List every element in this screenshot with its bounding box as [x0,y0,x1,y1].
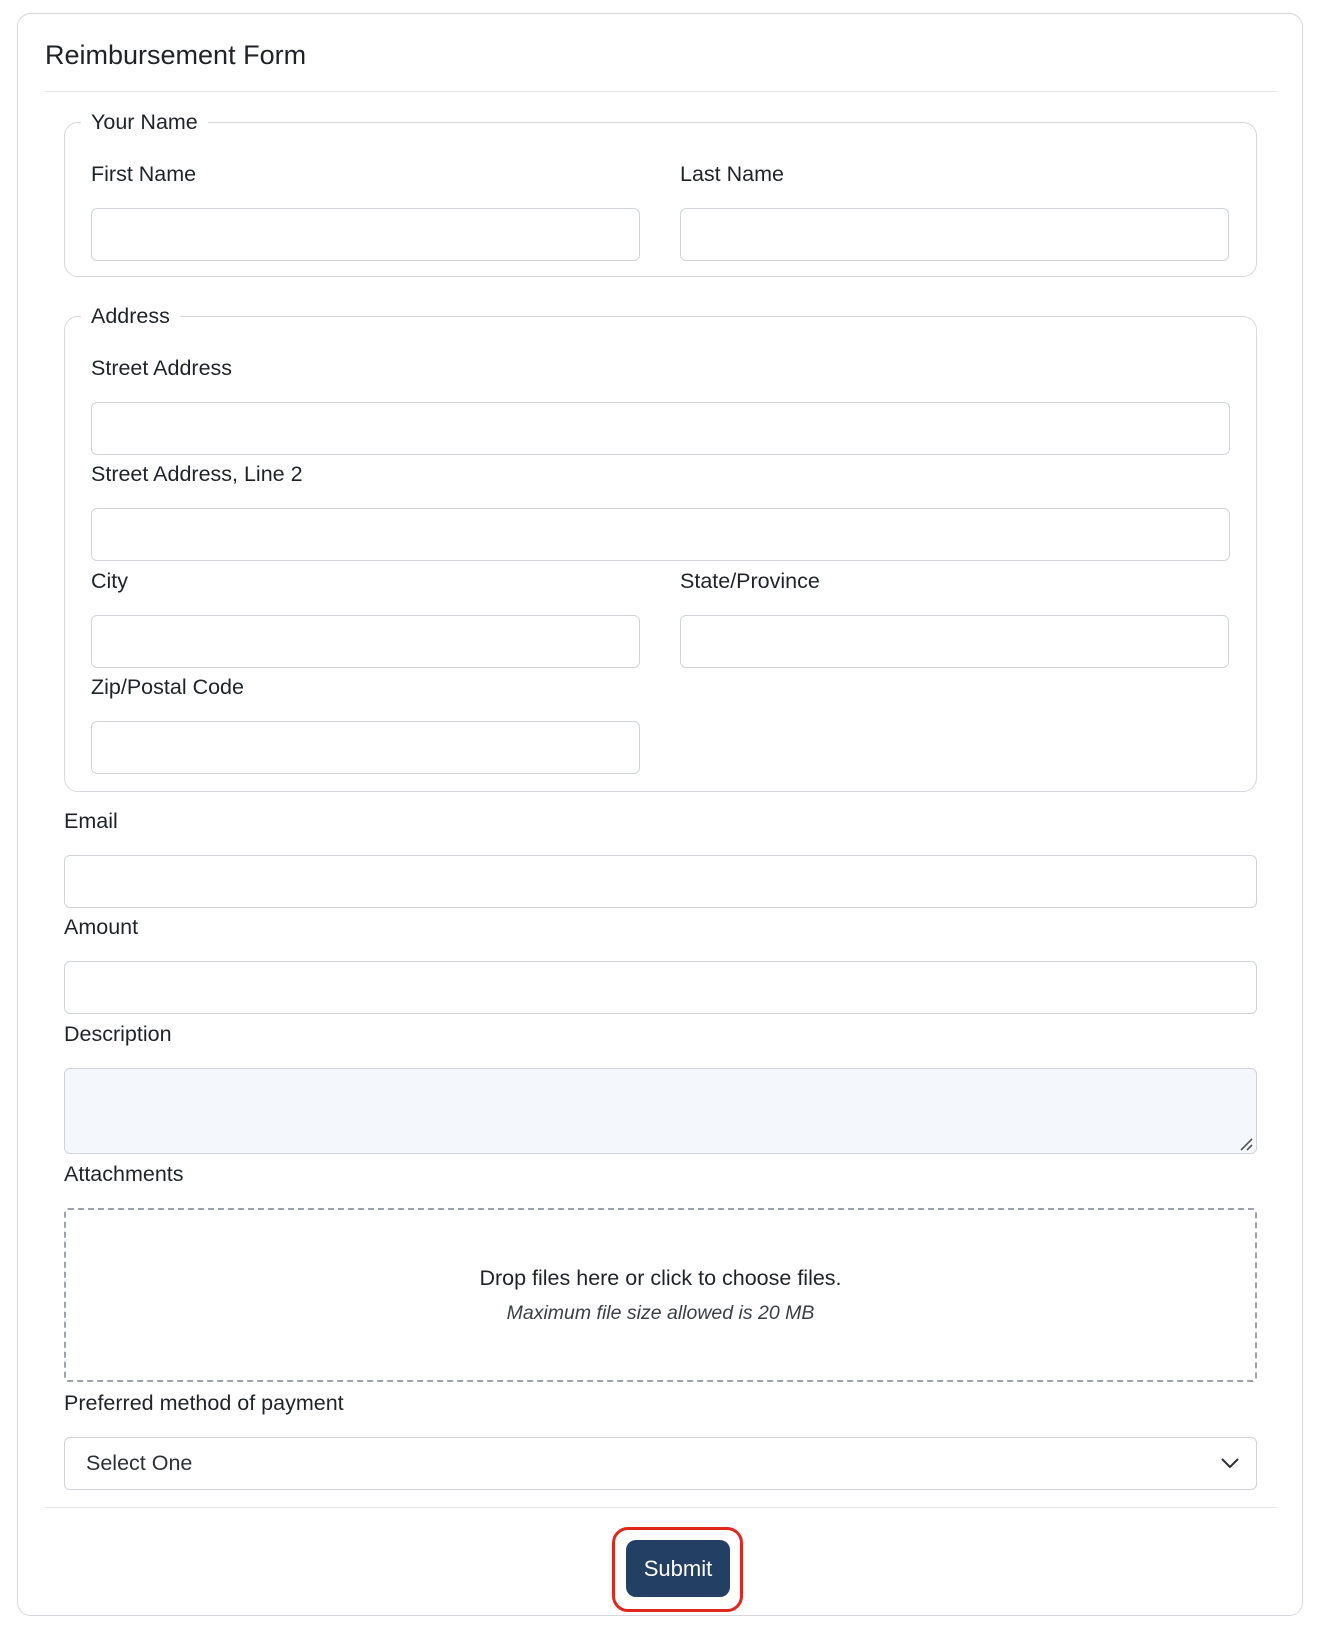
title-divider [45,91,1277,92]
email-label: Email [64,809,118,833]
zip-code-label: Zip/Postal Code [91,675,244,699]
footer-divider [45,1507,1277,1508]
attachments-label: Attachments [64,1162,184,1186]
description-label: Description [64,1022,172,1046]
description-textarea[interactable] [64,1068,1257,1154]
state-province-label: State/Province [680,569,820,593]
city-label: City [91,569,129,593]
city-input[interactable] [91,615,640,668]
resize-grip-icon[interactable] [1238,1136,1254,1152]
first-name-input[interactable] [91,208,640,261]
amount-label: Amount [64,915,139,939]
street-address-input[interactable] [91,402,1230,455]
form-title: Reimbursement Form [45,40,307,70]
amount-input[interactable] [64,961,1257,1014]
payment-method-label: Preferred method of payment [64,1391,344,1415]
email-input[interactable] [64,855,1257,908]
chevron-down-icon [1220,1455,1240,1471]
name-legend: Your Name [91,110,198,134]
payment-method-select[interactable] [64,1437,1257,1490]
street-address-2-input[interactable] [91,508,1230,561]
address-legend: Address [91,304,170,328]
payment-method-selected: Select One [86,1451,193,1475]
zip-code-input[interactable] [91,721,640,774]
street-address-2-label: Street Address, Line 2 [91,462,303,486]
state-province-input[interactable] [680,615,1229,668]
dropzone-instruction: Drop files here or click to choose files. [479,1266,842,1290]
last-name-input[interactable] [680,208,1229,261]
first-name-label: First Name [91,162,197,186]
submit-button[interactable]: Submit [626,1540,730,1597]
reimbursement-form-card [17,13,1303,1616]
last-name-label: Last Name [680,162,784,186]
dropzone-size-limit: Maximum file size allowed is 20 MB [506,1302,815,1324]
attachments-dropzone[interactable] [64,1208,1257,1382]
street-address-label: Street Address [91,356,233,380]
